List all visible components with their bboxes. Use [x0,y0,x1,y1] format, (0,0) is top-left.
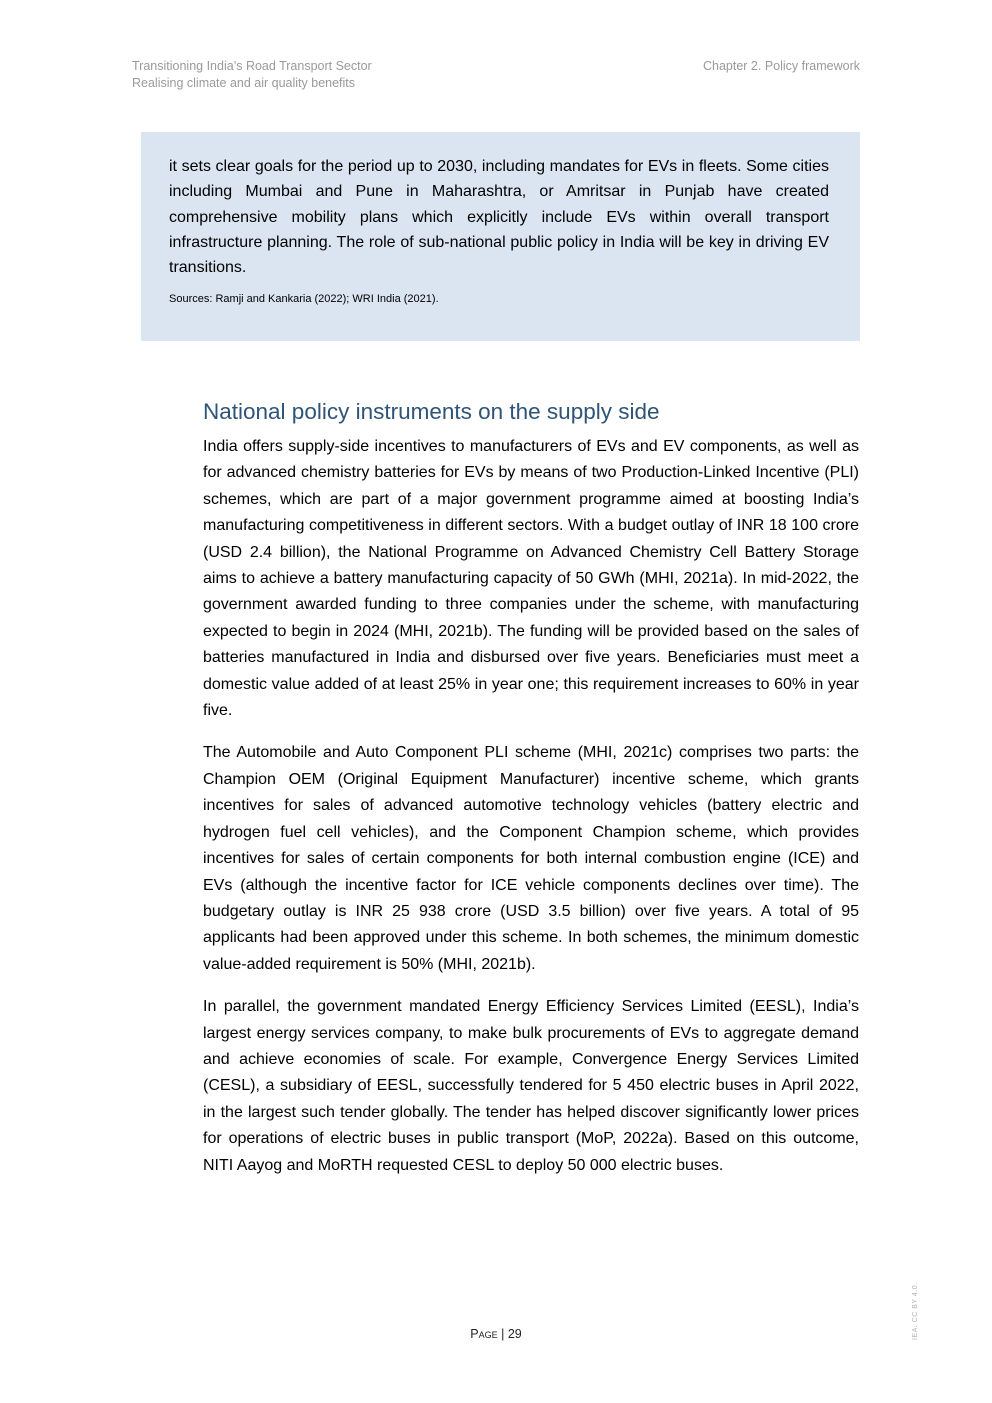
page-number [0,1326,992,1342]
paragraph: In parallel, the government mandated Energy Efficiency Services Limited (EESL), India’s largest energy services company, to make bulk procurements of EVs to aggregate demand and achieve economies of scale. For example, Convergence Energy Services Limited (CESL), a subsidiary of EESL, successfully tendered for 5 450 electric buses in April 2022, in the largest such tender globally. The tender has helped discover significantly lower prices for operations of electric buses in public transport (MoP, 2022a). Based on this outcome, NITI Aayog and MoRTH requested CESL to deploy 50 000 electric buses. [203,998,859,1174]
info-box [141,132,860,341]
license-note: IEA. CC BY 4.0. [912,1282,919,1340]
page-number-value: 29 [507,1327,522,1341]
page-separator: | [501,1327,505,1341]
header-title-line-1: Transitioning India’s Road Transport Sector [132,59,372,73]
page-label: Page [470,1327,498,1341]
info-box-sources: Sources: Ramji and Kankaria (2022); WRI India (2021). [169,293,439,305]
body-text [203,434,859,1195]
paragraph: The Automobile and Auto Component PLI scheme (MHI, 2021c) comprises two parts: the Champion OEM (Original Equipment Manufacturer) incentive scheme, which grants incentives for sales of advanced automotive technology vehicles (battery electric and hydrogen fuel cell vehicles), and the Component Champion scheme, which provides incentives for sales of certain components for both internal combustion engine (ICE) and EVs (although the incentive factor for ICE vehicle components declines over time). The budgetary outlay is INR 25 938 crore (USD 3.5 billion) over five years. A total of 95 applicants had been approved under this scheme. In both schemes, the minimum domestic value-added requirement is 50% (MHI, 2021b). [203,744,859,973]
running-header-chapter: Chapter 2. Policy framework [702,59,860,73]
header-title-line-2: Realising climate and air quality benefits [132,76,356,90]
info-box-text: it sets clear goals for the period up to 2030, including mandates for EVs in fleets. Some cities including Mumbai and Pune in Maharashtra, or Amritsar in Punjab have created comprehensive mobility plans which explicitly include EVs within overall transport infrastructure planning. The role of sub-national public policy in India will be key in driving EV transitions. [169,158,829,277]
running-header-title [132,58,372,92]
paragraph: India offers supply-side incentives to manufacturers of EVs and EV components, as well as for advanced chemistry batteries for EVs by means of two Production-Linked Incentive (PLI) schemes, which are part of a major government programme aimed at boosting India’s manufacturing competitiveness in different sectors. With a budget outlay of INR 18 100 crore (USD 2.4 billion), the National Programme on Advanced Chemistry Cell Battery Storage aims to achieve a battery manufacturing capacity of 50 GWh (MHI, 2021a). In mid-2022, the government awarded funding to three companies under the scheme, with manufacturing expected to begin in 2024 (MHI, 2021b). The funding will be provided based on the sales of batteries manufactured in India and disbursed over five years. Beneficiaries must meet a domestic value added of at least 25% in year one; this requirement increases to 60% in year five. [203,438,859,720]
section-heading: National policy instruments on the supply side [203,399,660,424]
